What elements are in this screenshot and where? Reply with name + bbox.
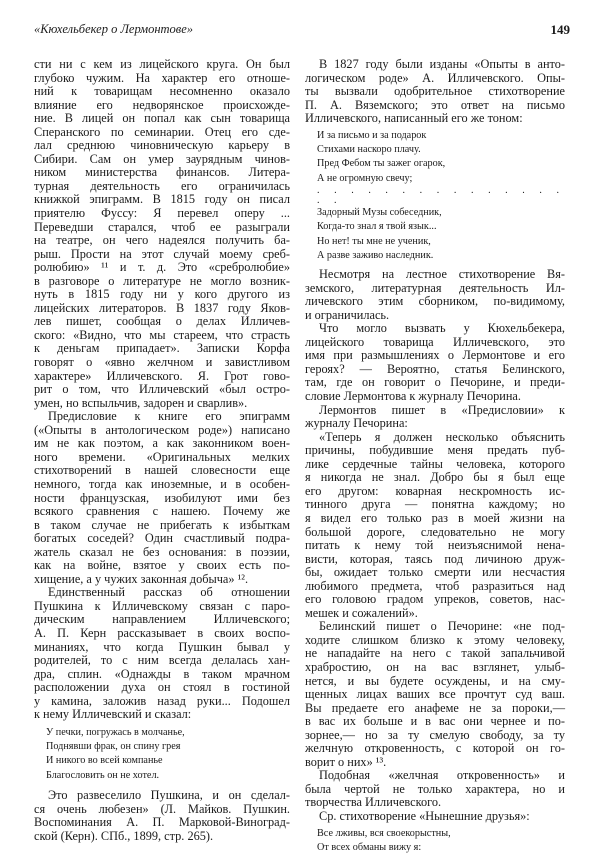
text-line: Предисловие к книге его эпиграмм [48,409,290,424]
text-line: как на войне, взятое у своих есть по- [34,558,290,573]
vyazemsky-verse-stanza-2 [305,206,565,263]
text-line: («Опыты в антологическом роде») написано [34,422,290,437]
text-line: его головою градом упреков, советов, нас- [305,592,565,607]
text-line: ником министерства финансов. Литера- [34,165,290,180]
left-body-text [34,58,290,722]
text-line: дра, сплин. «Однажды в таком мрачном [34,666,290,681]
text-line: питать к нему той неизъяснимой нена- [305,538,565,553]
text-line: там, где он говорит о Печорине, и преди- [305,375,565,390]
text-line: А. П. Керн рассказывает в своих воспо- [34,625,290,640]
page-header [34,22,570,42]
nyneshnie-druzya-verse [305,827,565,855]
text-line: зорнее,— но за ту смелую свободу, за ту [305,727,565,742]
vyazemsky-verse-stanza-1 [305,129,565,186]
text-line: лицейских литераторов. В 1837 году Яков- [34,300,290,315]
verse-line: Стихами наскоро плачу. [317,144,421,156]
text-line: рыш. Прости на этот случай моему среб- [34,246,290,261]
text-line: приятелю Фуссу: Я перевел оперу ... [34,206,290,221]
text-line: говорят о «явно желчном и завистливом [34,355,290,370]
text-line: Илличевского, написанный его же тоном: [305,111,523,126]
text-line: лике сердечные тайны человека, которого [305,456,565,471]
text-line: я видел его только раз в моей жизни на [305,510,565,525]
text-line: ворит о них» ¹³. [305,754,387,769]
text-line: умен, но вспыльчив, задорен и сварлив». [34,395,248,410]
text-line: рит о том, что Илличевский «был остро- [34,382,290,397]
text-line: желчную откровенность, с которой он го- [305,741,565,756]
text-line: Сперанского по семинарии. Отец его сде- [34,124,290,139]
text-line: Переведши старался, чтоб ее разыграли [34,219,290,234]
text-line: Это развеселило Пушкина, и он сделал- [48,787,290,802]
text-line: в разговоре о литературе не могло возник- [34,273,290,288]
text-line: висти, которая, таясь под личиною друж- [305,551,565,566]
verse-line: И никого во всей компанье [46,755,163,767]
verse-line: Поднявши фрак, он спину грея [46,741,181,753]
text-line: на театре, он чего надеялся получить ба- [34,233,290,248]
text-line: логическом роде» А. Илличевского. Опы- [305,70,565,85]
text-line: творчества Илличевского. [305,795,442,810]
text-line: ся очень любезен» (Л. Майков. Пушкин. [34,801,290,816]
verse-line: Благословить он не хотел. [46,769,160,781]
text-line: В 1827 году были изданы «Опыты в анто- [319,57,565,71]
text-line: Пушкина к Илличевскому связан с паро- [34,598,290,613]
text-line: минаниях, что когда Пушкин бывал у [34,639,290,654]
text-line: жатель сказал не без основания: в поэзии, [34,544,290,559]
text-line: лев пишет, сообщая о делах Илличев- [34,314,290,329]
text-line: Вы предаете его анафеме не за пороки,— [305,700,565,715]
text-line: в вас их больше и в вас они чернее и по- [305,714,565,729]
verse-ellipsis: . . . . . . . . . . . . . . . . . [317,184,565,206]
right-intro-text [305,58,565,126]
text-line: Несмотря на лестное стихотворение Вя- [319,267,565,282]
text-line: Лермонтов пишет в «Предисловии» к [319,402,565,417]
text-line: ние. В лицей он попал как сын товарища [34,111,290,126]
text-line: большой дороге, следовательно не могу [305,524,565,539]
text-line: им не как поэтом, а как законником воен- [34,436,290,451]
text-line: его другом: коварная нескромность ис- [305,483,565,498]
text-line: ходите слишком близко к этому человеку, [305,632,565,647]
text-line: Что могло вызвать у Кюхельбекера, [319,321,565,336]
text-line: не нападайте на него с такой запальчивой [305,646,565,661]
text-line: нется, и вы будете осуждены, и на сму- [305,673,565,688]
left-body-text-after-verse [34,789,290,843]
text-line: лал среднюю чиновническую карьеру в [34,138,290,153]
text-line: и ограничилась. [305,307,390,322]
text-line: лицейского товарища Илличевского, это [305,334,565,349]
text-line: у камина, заложив назад руки... Подошел [34,693,290,708]
text-line: журналу Печорина: [305,416,408,431]
text-line: героях? — Вероятно, статья Белинского, [305,361,565,376]
text-line: родителей, то с ним всегда делалась хан- [34,653,290,668]
text-line: глубоко чужим. На характер его отноше- [34,70,290,85]
text-line: нуть в 1815 году ни у кого другого из [34,287,290,302]
left-column [34,58,290,843]
text-line: бы, ожидает только смерти или несчастия [305,565,565,580]
text-line: расположении духа он стоял в гостиной [34,680,290,695]
text-line: Белинский пишет о Печорине: «не под- [319,619,565,634]
verse-line: От всех обманы вижу я: [317,841,422,853]
text-line: личевского этим сборником, по-видимому, [305,294,565,309]
text-line: ской (Керн). СПб., 1899, стр. 265). [34,828,214,843]
text-line: щенных лицах ваших все прочтут суд ваш. [305,687,565,702]
text-line: в таком случае не прибегать к избыткам [34,517,290,532]
text-line: книжкой эпиграмм. В 1815 году он писал [34,192,290,207]
text-line: дическим направлением Илличевского; [34,612,290,627]
verse-line: Задорный Музы собеседник, [317,206,442,218]
text-line: характере» Илличевского. Я. Грот гово- [34,368,290,383]
text-line: хищение, а у чужих законная добыча» ¹². [34,571,249,586]
text-line: земского, литературная деятельность Ил- [305,280,565,295]
text-line: к нему Илличевский и сказал: [34,707,192,722]
right-column [305,58,565,855]
right-body-text [305,268,565,823]
text-line: ты вызвали одобрительное стихотворение [305,84,565,99]
text-line: Подобная «желчная откровенность» и [319,768,565,783]
text-line: к деньгам припадает». Записки Корфа [34,341,290,356]
text-line: всякого сравнения с нашею. Почему же [34,504,290,519]
verse-line: А разве заживо наследник. [317,249,434,261]
text-line: ского: «Видно, что мы стареем, что страсть [34,327,290,342]
text-line: турная деятельность его ограничилась [34,178,290,193]
text-line: немного, тогда как иноземные, и в особен- [34,476,290,491]
text-line: П. А. Вяземского; это ответ на письмо [305,97,565,112]
text-line: «Теперь я должен несколько объяснить [319,429,565,444]
text-line: Воспоминания А. П. Марковой-Виноград- [34,815,290,830]
page-number: 149 [550,22,570,37]
text-line: ности французская, изобилуют ими без [34,490,290,505]
text-line: ролюбию» ¹¹ и т. д. Это «сребролюбие» [34,260,290,275]
text-line: храбростию, он на вас взглянет, улыб- [305,659,565,674]
text-line: ного времени. «Оригинальных мелких [34,449,290,464]
text-line: Сибири. Сам он умер заурядным чинов- [34,151,290,166]
text-line: имя при размышлениях о Лермонтове и его [305,348,565,363]
text-line: стихотворений в нашей словесности еще [34,463,290,478]
verse-line: Когда-то знал я твой язык... [317,221,437,233]
verse-line: Но нет! ты мне не ученик, [317,235,431,247]
verse-line: А не огромную свечу; [317,172,413,184]
left-verse-quote [34,726,290,783]
text-line: мешек и сожалений». [305,605,418,620]
text-line: причины, побудившие меня предать пуб- [305,443,565,458]
text-line: сти ни с кем из лицейского круга. Он был [34,57,290,71]
text-line: Единственный рассказ об отношении [48,585,290,600]
verse-line: И за письмо и за подарок [317,129,427,141]
text-line: тинного друга — понятна каждому; но [305,497,565,512]
text-line: богатых соседей? Один счастливый подра- [34,531,290,546]
verse-line: У печки, погружась в молчанье, [46,726,185,738]
text-line: я никогда не знал. Добро бы я был еще [305,470,565,485]
text-line: была чертой не только характера, но и [305,781,565,796]
running-title: «Кюхельбекер о Лермонтове» [34,22,194,36]
text-line: любимого предмета, чтоб разразиться над [305,578,565,593]
text-line: влияние его недворянское происхожде- [34,97,290,112]
verse-line: Все лживы, вся своекорыстны, [317,827,451,839]
verse-line: Пред Фебом ты зажег огарок, [317,158,446,170]
text-line: ний к товарищам несомненно оказало [34,84,290,99]
text-line: Ср. стихотворение «Нынешние друзья»: [319,808,530,823]
text-line: словие Лермонтова к журналу Печорина. [305,389,521,404]
